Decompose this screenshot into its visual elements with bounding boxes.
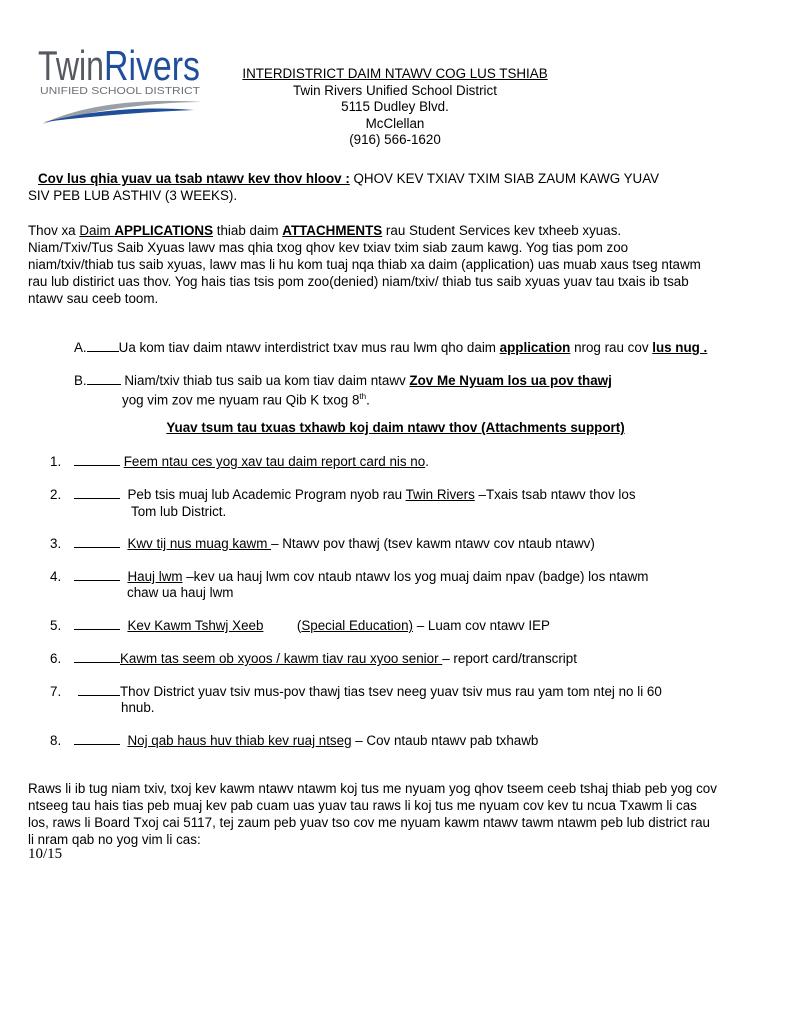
para-l5: ntawv sau ceeb toom. bbox=[28, 291, 159, 306]
header-street: 5115 Dudley Blvd. bbox=[341, 99, 449, 114]
attachments-title-text: Yuav tsum tau txuas txhawb koj daim ntawv thov (Attachments support) bbox=[166, 420, 625, 435]
step-b-text: Niam/txiv thiab tus saib ua kom tiav daim ntawv bbox=[120, 373, 410, 388]
para-l1d: thiab daim bbox=[213, 223, 283, 238]
list-item bbox=[50, 617, 550, 634]
list-item bbox=[50, 568, 648, 585]
item-blank[interactable] bbox=[74, 732, 120, 745]
step-b-zov-me-nyuam: Zov Me Nyuam los ua pov thawj bbox=[409, 373, 612, 388]
item-rest: –Txais tsab ntawv thov los bbox=[474, 487, 636, 502]
step-a bbox=[74, 339, 707, 356]
list-item bbox=[50, 732, 538, 749]
revision-date: 10/15 bbox=[28, 846, 63, 862]
closing-l4: li nram qab no yog vim li cas: bbox=[28, 832, 201, 847]
step-b-sup: th bbox=[359, 392, 367, 401]
closing-l1: Raws li ib tug niam txiv, txoj kev kawm ntawv ntawm koj tus me nyuam yog qhov tseem ceeb tshaj thiab peb yog cov bbox=[28, 781, 717, 796]
header-city: McClellan bbox=[365, 115, 425, 131]
item-blank[interactable] bbox=[74, 453, 120, 466]
header-district: Twin Rivers Unified School District bbox=[293, 82, 497, 98]
step-b-line2 bbox=[122, 388, 370, 408]
para-l1a: Thov xa bbox=[28, 223, 80, 238]
para-attachments: ATTACHMENTS bbox=[282, 223, 383, 238]
item-blank[interactable] bbox=[74, 535, 120, 548]
item-blank[interactable] bbox=[78, 683, 120, 696]
list-item-line2: Tom lub District. bbox=[131, 504, 227, 519]
item-pre: Peb tsis muaj lub Academic Program nyob rau bbox=[123, 487, 406, 502]
logo-subtitle: UNIFIED SCHOOL DISTRICT bbox=[40, 85, 201, 97]
lead-instruction bbox=[28, 170, 768, 204]
item-rest: Thov District yuav tsiv mus-pov thawj tias tsev neeg yuav tsiv mus rau yam tom ntej no li 60 bbox=[120, 684, 662, 699]
list-item bbox=[50, 535, 595, 552]
step-a-blank[interactable] bbox=[87, 339, 119, 352]
list-item bbox=[50, 683, 662, 700]
item-underlined: Kev Kawm Tshwj Xeeb bbox=[127, 618, 264, 633]
item-rest: . bbox=[425, 454, 429, 469]
para-l2: Niam/Txiv/Tus Saib Xyuas lawv mas qhia txog qhov kev txiav txim siab zaum kawg. Yog tias pom zoo bbox=[28, 240, 629, 255]
list-item-line2: hnub. bbox=[121, 700, 155, 715]
list-item bbox=[50, 486, 636, 503]
para-applications: APPLICATIONS bbox=[114, 223, 214, 238]
attachments-title bbox=[0, 420, 791, 435]
item-number: 2. bbox=[50, 487, 62, 502]
closing-l3: los, raws li Board Txoj cai 5117, tej zaum peb yuav tso cov me nyuam kawm ntawv tawm ntawm peb lub district rau bbox=[28, 815, 710, 830]
item-number: 8. bbox=[50, 733, 62, 748]
step-a-lus-nug: lus nug . bbox=[652, 340, 708, 355]
header-phone: (916) 566-1620 bbox=[349, 132, 441, 147]
para-l4: rau lub distirict uas thov. Yog hais tias tsis pom zoo(denied) niam/txiv/ thiab tus saib xyuas yuav tau txais ib tsab bbox=[28, 274, 689, 289]
item-number: 4. bbox=[50, 569, 62, 584]
item-number: 3. bbox=[50, 536, 62, 551]
para-daim: Daim bbox=[79, 223, 115, 238]
step-a-mid: nrog rau cov bbox=[570, 340, 653, 355]
para-l1f: rau Student Services kev txheeb xyuas. bbox=[382, 223, 622, 238]
step-a-letter: A. bbox=[74, 340, 87, 355]
item-rest: – report card/transcript bbox=[442, 651, 577, 666]
list-item bbox=[50, 650, 577, 667]
lead-rest: QHOV KEV TXIAV TXIM SIAB ZAUM KAWG YUAV bbox=[349, 171, 660, 186]
item-blank[interactable] bbox=[74, 650, 120, 663]
item-blank[interactable] bbox=[74, 568, 120, 581]
item-blank[interactable] bbox=[74, 617, 120, 630]
closing-l2: ntseeg tau hais tias peb muaj kev pab cuam uas yuav tau raws li koj tus me nyuam cov kev tu ncua Txawm li cas bbox=[28, 798, 697, 813]
item-mid: ( bbox=[263, 618, 302, 633]
letter-header bbox=[200, 66, 590, 149]
step-b-line2-text: yog vim zov me nyuam rau Qib K txog 8 bbox=[122, 392, 360, 408]
para-l3: niam/txiv/thiab tus saib xyuas, lawv mas li hu kom tuaj nqa thiab xa daim (application) uas muab xaus tseg ntawm bbox=[28, 257, 701, 272]
closing-paragraph bbox=[28, 780, 773, 848]
lead-bold: Cov lus qhia yuav ua tsab ntawv kev thov hloov : bbox=[38, 171, 350, 186]
item-blank[interactable] bbox=[74, 486, 120, 499]
item-rest: – Cov ntaub ntawv pab txhawb bbox=[351, 733, 539, 748]
item-number: 6. bbox=[50, 651, 62, 666]
step-b-line2-end: . bbox=[366, 392, 370, 408]
list-item bbox=[50, 453, 429, 470]
logo-name-rivers: Rivers bbox=[104, 42, 200, 89]
step-b bbox=[74, 372, 612, 389]
intro-paragraph bbox=[28, 222, 773, 307]
item-underlined: Feem ntau ces yog xav tau daim report card nis no bbox=[123, 454, 426, 469]
item-underlined: Noj qab haus huv thiab kev ruaj ntseg bbox=[127, 733, 352, 748]
item-underlined: Kawm tas seem ob xyoos / kawm tiav rau xyoo senior bbox=[120, 651, 443, 666]
item-number: 1. bbox=[50, 454, 62, 469]
district-logo bbox=[34, 40, 206, 128]
step-b-blank[interactable] bbox=[87, 372, 121, 385]
item-underlined-2: Special Education) bbox=[301, 618, 414, 633]
logo-graphic bbox=[34, 40, 206, 128]
item-rest: – Luam cov ntawv IEP bbox=[413, 618, 550, 633]
item-underlined: Kwv tij nus muag kawm bbox=[127, 536, 272, 551]
item-number: 5. bbox=[50, 618, 62, 633]
list-item-line2: chaw ua hauj lwm bbox=[127, 585, 234, 600]
step-a-application: application bbox=[499, 340, 571, 355]
item-rest: –kev ua hauj lwm cov ntaub ntawv los yog muaj daim npav (badge) los ntawm bbox=[182, 569, 649, 584]
lead-line2: SIV PEB LUB ASTHIV (3 WEEKS). bbox=[28, 188, 238, 203]
step-a-text: Ua kom tiav daim ntawv interdistrict txav mus rau lwm qho daim bbox=[118, 340, 500, 355]
logo-name-twin: Twin bbox=[38, 42, 104, 89]
step-b-letter: B. bbox=[74, 373, 87, 388]
header-title: INTERDISTRICT DAIM NTAWV COG LUS TSHIAB bbox=[242, 66, 548, 81]
item-underlined: Hauj lwm bbox=[127, 569, 183, 584]
item-underlined: Twin Rivers bbox=[405, 487, 475, 502]
item-number: 7. bbox=[50, 684, 62, 699]
item-rest: – Ntawv pov thawj (tsev kawm ntawv cov ntaub ntawv) bbox=[271, 536, 595, 551]
